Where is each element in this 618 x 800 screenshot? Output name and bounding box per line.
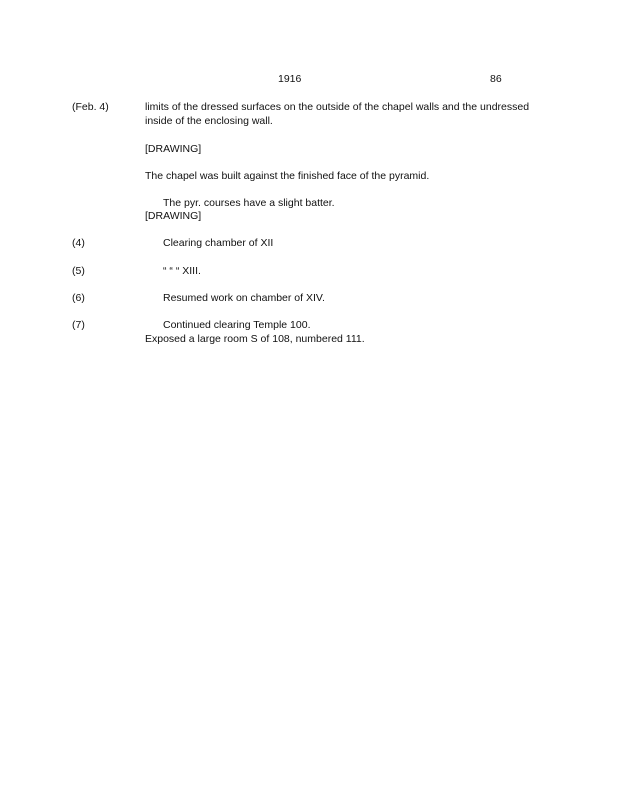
entry-date-feb-4: (Feb. 4) (72, 101, 109, 113)
entry-date-6: (6) (72, 292, 85, 304)
header-year: 1916 (278, 73, 302, 85)
entry-text-5: “ “ “ XIII. (163, 265, 201, 277)
drawing-placeholder-1: [DRAWING] (145, 143, 202, 155)
entry-text-6: Resumed work on chamber of XIV. (163, 292, 325, 304)
entry-line-2: inside of the enclosing wall. (145, 115, 273, 127)
entry-text-7: Continued clearing Temple 100. (163, 319, 311, 331)
entry-date-5: (5) (72, 265, 85, 277)
entry-date-7: (7) (72, 319, 85, 331)
entry-date-4: (4) (72, 237, 85, 249)
page-number: 86 (490, 73, 502, 85)
chapel-note: The chapel was built against the finished face of the pyramid. (145, 170, 430, 182)
entry-continuation-7: Exposed a large room S of 108, numbered 111. (145, 333, 365, 345)
entry-line-1: limits of the dressed surfaces on the outside of the chapel walls and the undressed (145, 101, 530, 113)
drawing-placeholder-2: [DRAWING] (145, 210, 202, 222)
batter-note: The pyr. courses have a slight batter. (163, 197, 335, 209)
entry-text-4: Clearing chamber of XII (163, 237, 274, 249)
